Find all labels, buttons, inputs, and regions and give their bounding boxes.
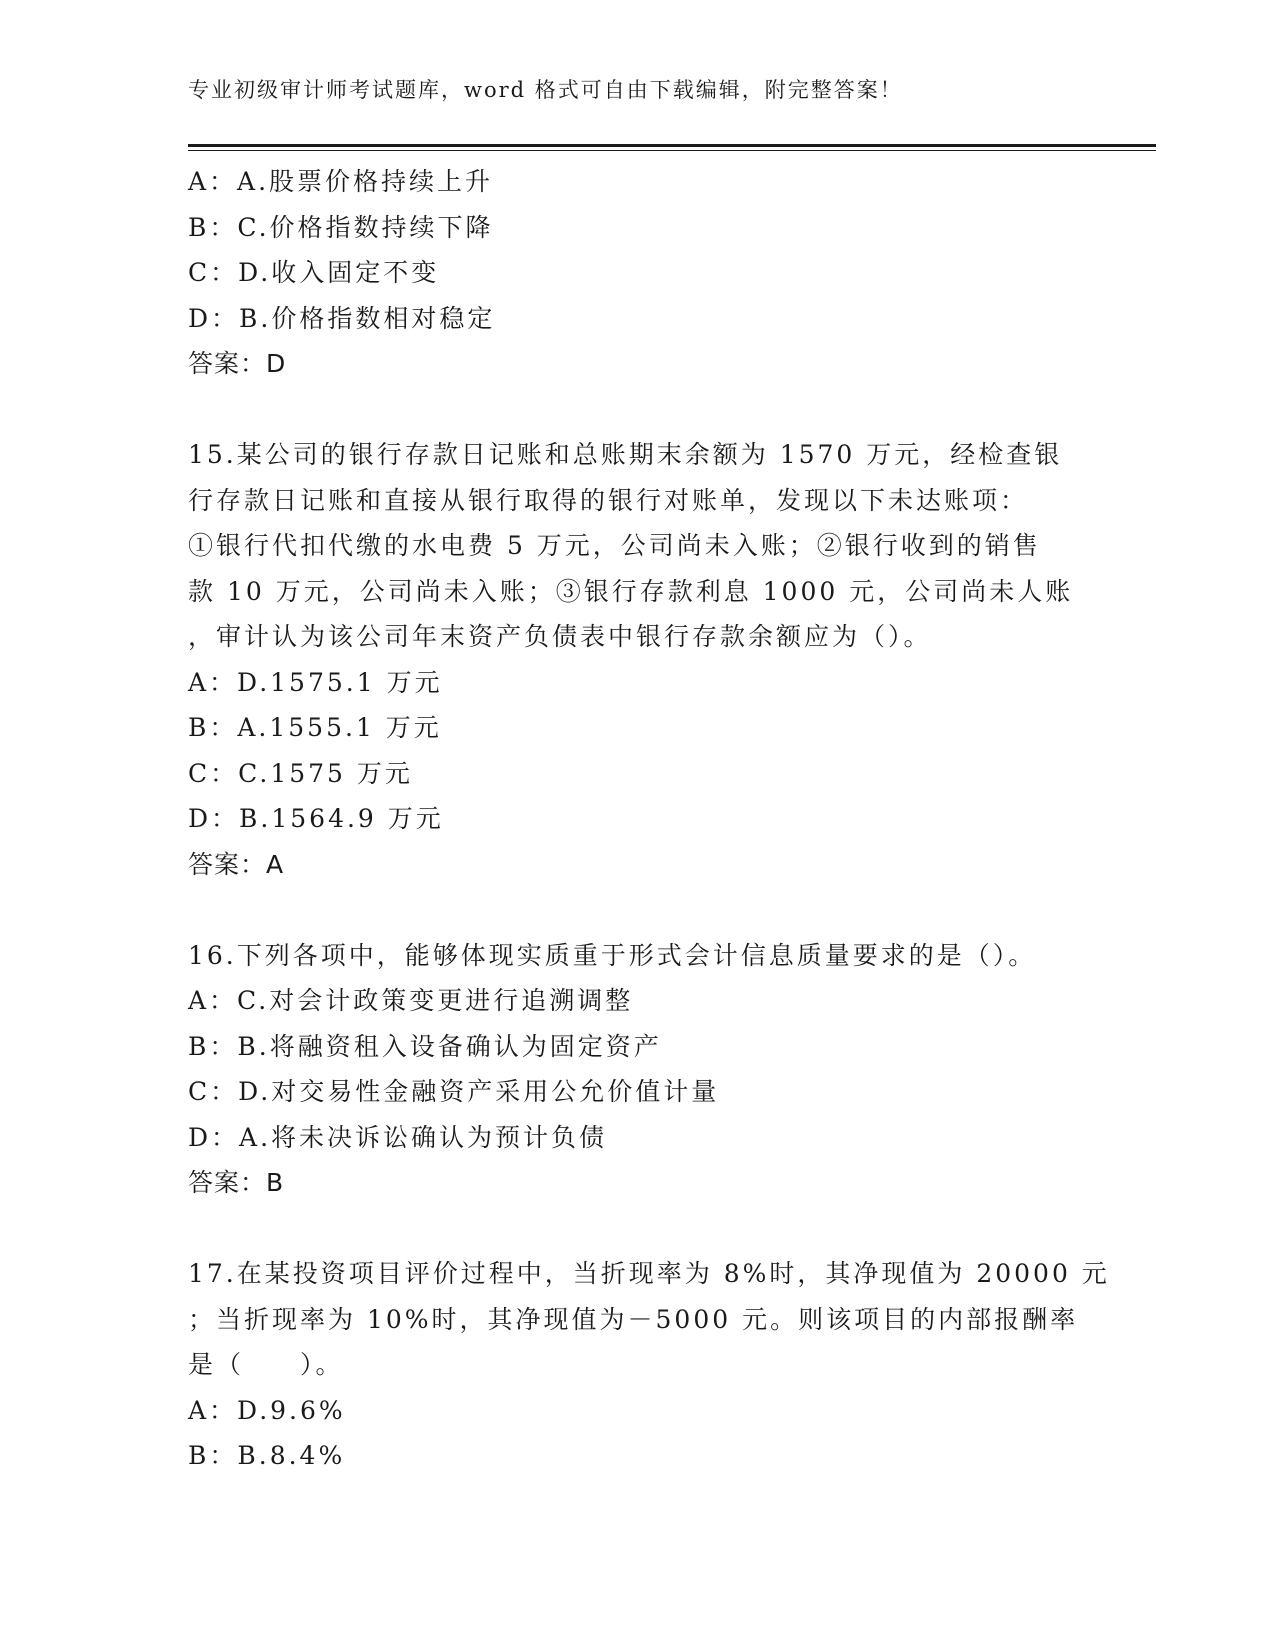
option-line: C：D.对交易性金融资产采用公允价值计量 [188,1077,720,1106]
question-text-line: ，审计认为该公司年末资产负债表中银行存款余额应为（）。 [188,622,932,651]
option-line: B：B.将融资租入设备确认为固定资产 [188,1031,662,1061]
option-line: D：B.价格指数相对稳定 [188,303,496,333]
header-rule [188,144,1156,147]
option-line: A：A.股票价格持续上升 [188,167,494,196]
question-text-line: ①银行代扣代缴的水电费 5 万元，公司尚未入账；②银行收到的销售 [188,531,1041,560]
option-line: D：B.1564.9 万元 [188,804,444,833]
question-text-line: 是（ ）。 [188,1350,344,1379]
document-body [188,159,1110,1479]
option-line: D：A.将未决诉讼确认为预计负债 [188,1122,608,1152]
header-rule-thin [188,150,1156,151]
option-line: C：C.1575 万元 [188,758,413,788]
question-text-line: 行存款日记账和直接从银行取得的银行对账单，发现以下未达账项： [188,485,1029,515]
question-text-line: ；当折现率为 10%时，其净现值为－5000 元。则该项目的内部报酬率 [188,1304,1079,1334]
option-line: B：A.1555.1 万元 [188,713,442,742]
question-block-15 [188,432,1088,887]
question-text-line: 15.某公司的银行存款日记账和总账期末余额为 1570 万元，经检查银 [188,440,1063,469]
option-line: B：B.8.4% [188,1441,346,1470]
answer-line: 答案：A [188,849,285,879]
option-line: C：D.收入固定不变 [188,258,440,287]
question-block-14 [188,159,1088,387]
answer-line: 答案：B [188,1168,285,1197]
question-block-16 [188,933,1088,1206]
answer-line: 答案：D [188,349,287,378]
question-text-line: 款 10 万元，公司尚未入账；③银行存款利息 1000 元，公司尚未人账 [188,576,1074,606]
option-line: B：C.价格指数持续下降 [188,212,494,242]
option-line: A：C.对会计政策变更进行追溯调整 [188,986,634,1015]
option-line: A：D.1575.1 万元 [188,667,443,697]
question-text-line: 17.在某投资项目评价过程中，当折现率为 8%时，其净现值为 20000 元 [188,1259,1110,1288]
question-text-line: 16.下列各项中，能够体现实质重于形式会计信息质量要求的是（）。 [188,940,1037,970]
option-line: A：D.9.6% [188,1395,346,1425]
question-block-17 [188,1251,1110,1479]
page-header: 专业初级审计师考试题库，word 格式可自由下载编辑，附完整答案！ [188,78,903,102]
